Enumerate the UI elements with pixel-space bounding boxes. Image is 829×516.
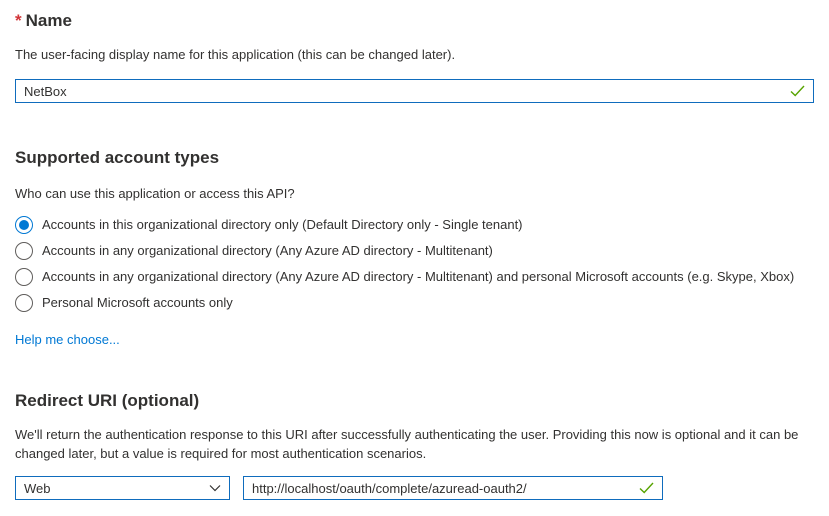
name-input-container [15,79,814,103]
radio-label: Accounts in any organizational directory (Any Azure AD directory - Multitenant) [42,243,493,258]
radio-label: Personal Microsoft accounts only [42,295,233,310]
account-types-question: Who can use this application or access this API? [15,186,295,201]
account-type-option-multitenant[interactable] [15,238,814,264]
radio-label: Accounts in this organizational directory only (Default Directory only - Single tenant) [42,217,523,232]
help-me-choose-link[interactable]: Help me choose... [15,332,120,347]
radio-button[interactable] [15,216,33,234]
redirect-uri-description: We'll return the authentication response to this URI after successfully authenticating the user. Providing this now is optional and it can be changed later, but a value is required for most authentication scenarios. [15,427,799,461]
radio-button[interactable] [15,294,33,312]
platform-select[interactable] [15,476,230,500]
radio-label: Accounts in any organizational directory (Any Azure AD directory - Multitenant) and personal Microsoft accounts (e.g. Skype, Xbox) [42,269,795,284]
redirect-uri-title: Redirect URI (optional) [15,391,200,410]
platform-select-value: Web [24,480,51,496]
required-asterisk: * [15,11,22,30]
radio-button[interactable] [15,268,33,286]
name-input[interactable] [24,84,784,99]
redirect-uri-input-container [243,476,663,500]
account-types-title: Supported account types [15,148,220,167]
chevron-down-icon [209,484,221,492]
account-types-radio-group [15,212,814,316]
name-label: Name [25,11,72,30]
valid-checkmark-icon [790,85,805,97]
valid-checkmark-icon [639,482,654,494]
redirect-uri-row [15,476,814,500]
account-type-option-multitenant-personal[interactable] [15,264,814,290]
radio-button[interactable] [15,242,33,260]
redirect-uri-input[interactable] [252,481,633,496]
name-description: The user-facing display name for this application (this can be changed later). [15,47,456,62]
account-type-option-single-tenant[interactable] [15,212,814,238]
account-type-option-personal-only[interactable] [15,290,814,316]
name-section-title [15,10,814,32]
